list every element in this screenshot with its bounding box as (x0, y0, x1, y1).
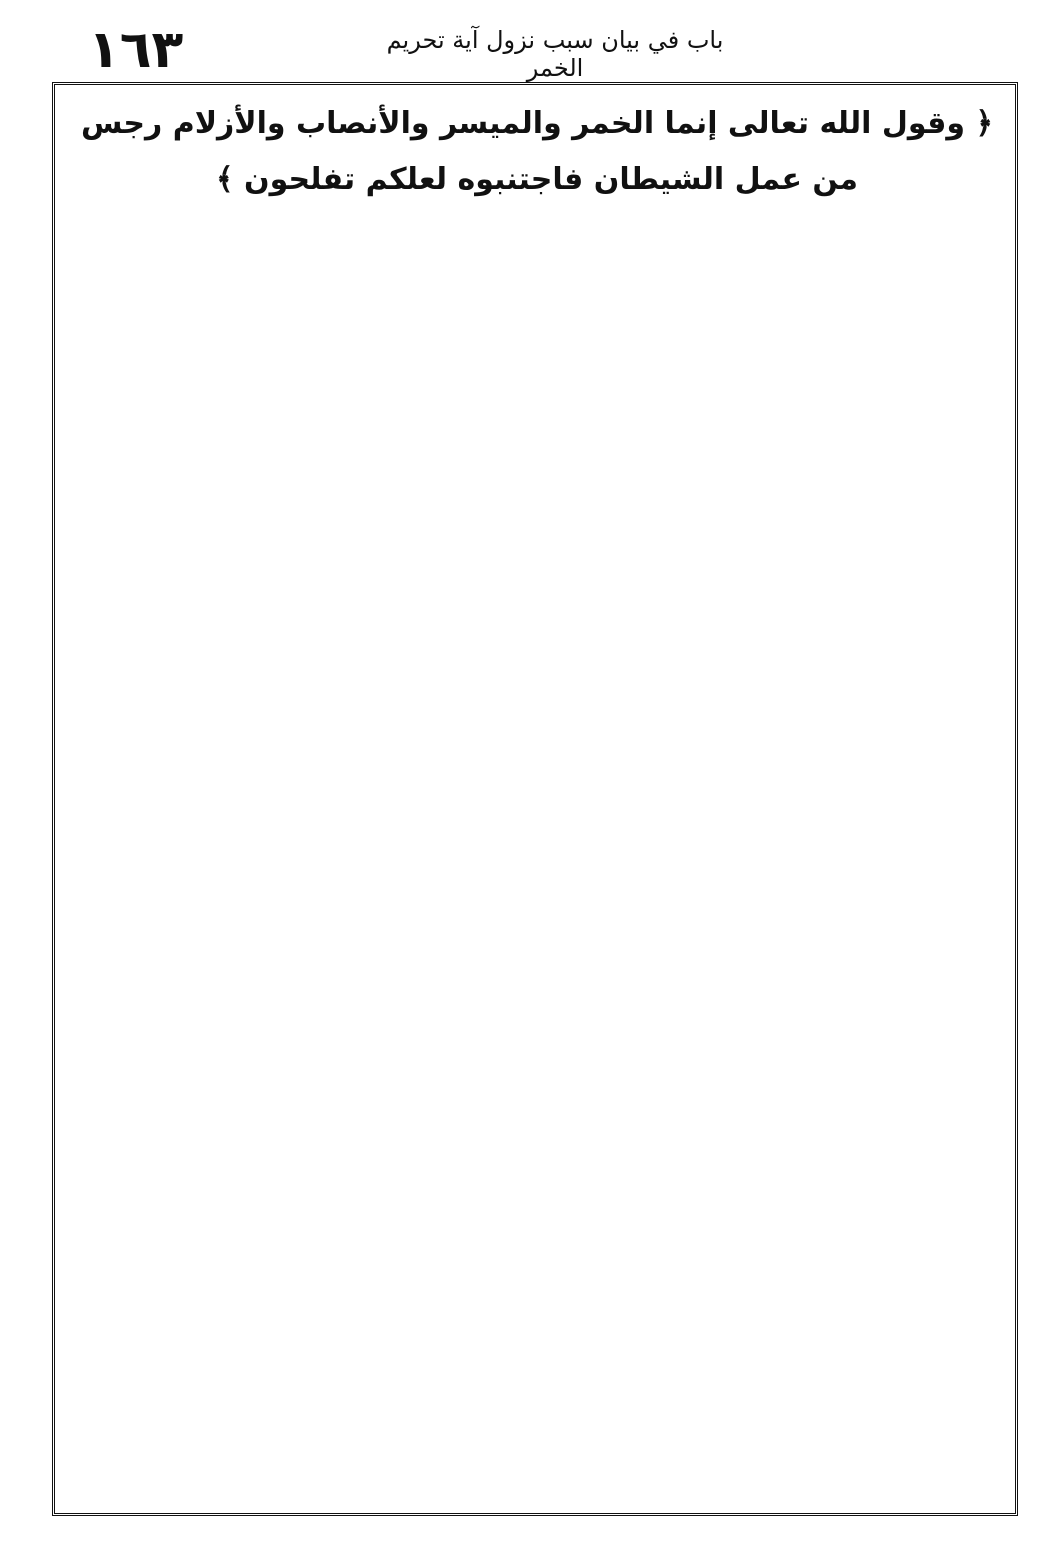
page-content (66, 96, 1008, 208)
quran-verse-line: ﴿ وقول الله تعالى إنما الخمر والميسر والأنصاب والأزلام رجس (80, 106, 994, 141)
page-number: ١٦٣ (88, 20, 184, 80)
page-frame (52, 82, 1018, 1516)
quran-verse-line: من عمل الشيطان فاجتنبوه لعلكم تفلحون ﴾ (216, 162, 858, 197)
running-head: باب في بيان سبب نزول آية تحريم الخمر (386, 26, 724, 82)
